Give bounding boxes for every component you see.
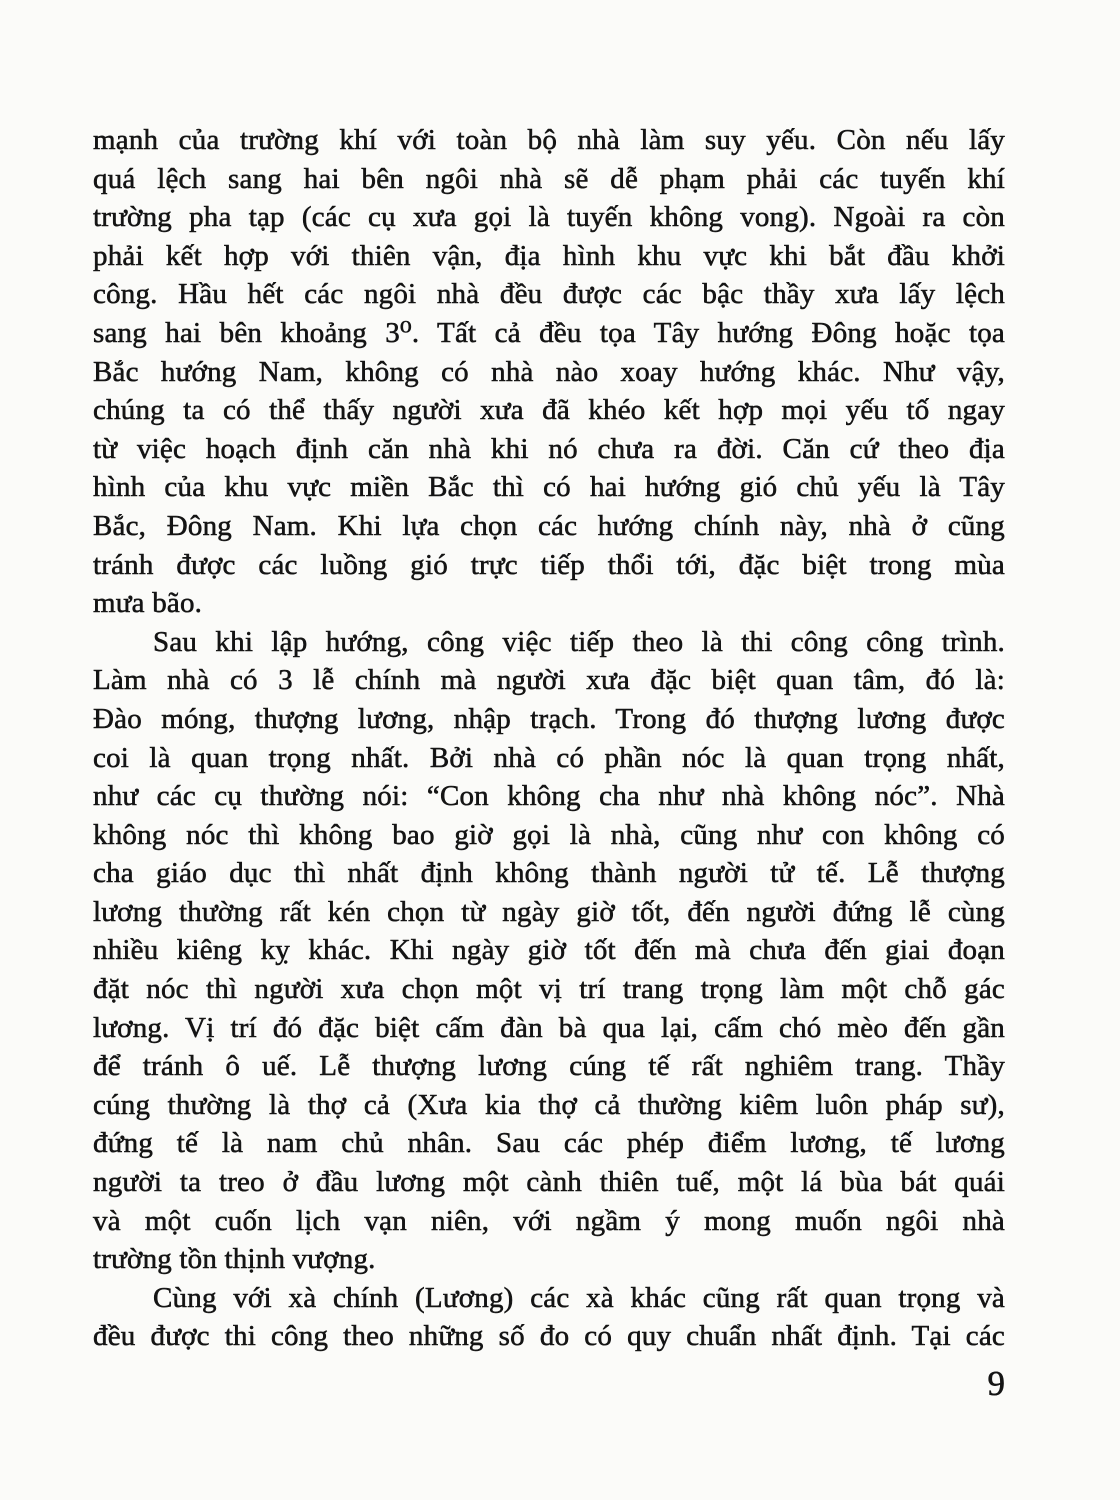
text-line: Đào móng, thượng lương, nhập trạch. Trong đó thượng lương được (93, 702, 1005, 735)
text-line: trường pha tạp (các cụ xưa gọi là tuyến không vong). Ngoài ra còn (93, 201, 1005, 234)
text-line: tránh được các luồng gió trực tiếp thổi tới, đặc biệt trong mùa (93, 548, 1005, 581)
text-line: Làm nhà có 3 lễ chính mà người xưa đặc biệt quan tâm, đó là: (93, 664, 1005, 697)
text-line: sang hai bên khoảng 3⁰. Tất cả đều tọa Tây hướng Đông hoặc tọa (93, 316, 1005, 349)
text-line: mạnh của trường khí với toàn bộ nhà làm suy yếu. Còn nếu lấy (93, 124, 1005, 156)
text-line: không nóc thì không bao giờ gọi là nhà, cũng như con không có (93, 818, 1005, 851)
text-line: như các cụ thường nói: “Con không cha như nhà không nóc”. Nhà (93, 780, 1005, 813)
text-line: nhiều kiêng kỵ khác. Khi ngày giờ tốt đến mà chưa đến giai đoạn (93, 934, 1005, 967)
text-line: Bắc, Đông Nam. Khi lựa chọn các hướng chính này, nhà ở cũng (93, 509, 1005, 542)
text-line: và một cuốn lịch vạn niên, với ngầm ý mong muốn ngôi nhà (93, 1204, 1005, 1237)
text-line: để tránh ô uế. Lễ thượng lương cúng tế rất nghiêm trang. Thầy (93, 1050, 1005, 1083)
text-line: Cùng với xà chính (Lương) các xà khác cũng rất quan trọng và (153, 1281, 1005, 1314)
text-line: hình của khu vực miền Bắc thì có hai hướng gió chủ yếu là Tây (93, 471, 1005, 504)
text-line: đứng tế là nam chủ nhân. Sau các phép điểm lương, tế lương (93, 1127, 1005, 1160)
text-line: trường tồn thịnh vượng. (93, 1243, 376, 1276)
text-line: cha giáo dục thì nhất định không thành người tử tế. Lễ thượng (93, 857, 1005, 890)
text-line: quá lệch sang hai bên ngôi nhà sẽ dễ phạm phải các tuyến khí (93, 162, 1005, 195)
text-line: coi là quan trọng nhất. Bởi nhà có phần nóc là quan trọng nhất, (93, 741, 1005, 774)
text-line: đặt nóc thì người xưa chọn một vị trí trang trọng làm một chỗ gác (93, 973, 1005, 1006)
text-line: lương. Vị trí đó đặc biệt cấm đàn bà qua lại, cấm chó mèo đến gần (93, 1011, 1005, 1044)
text-line: công. Hầu hết các ngôi nhà đều được các bậc thầy xưa lấy lệch (93, 278, 1005, 311)
text-line: phải kết hợp với thiên vận, địa hình khu vực khi bắt đầu khởi (93, 239, 1005, 272)
text-line: đều được thi công theo những số đo có quy chuẩn nhất định. Tại các (93, 1320, 1005, 1353)
text-line: người ta treo ở đầu lương một cành thiên tuế, một lá bùa bát quái (93, 1166, 1005, 1199)
text-line: lương thường rất kén chọn từ ngày giờ tốt, đến người đứng lễ cùng (93, 895, 1005, 928)
page-number: 9 (987, 1364, 1005, 1403)
text-line: mưa bão. (93, 587, 203, 620)
text-line: Bắc hướng Nam, không có nhà nào xoay hướng khác. Như vậy, (93, 355, 1005, 388)
text-line: chúng ta có thể thấy người xưa đã khéo kết hợp mọi yếu tố ngay (93, 394, 1005, 427)
text-line: từ việc hoạch định căn nhà khi nó chưa ra đời. Căn cứ theo địa (93, 432, 1005, 465)
text-line: Sau khi lập hướng, công việc tiếp theo là thi công công trình. (153, 625, 1005, 658)
page-text (93, 121, 1005, 1356)
text-line: cúng thường là thợ cả (Xưa kia thợ cả thường kiêm luôn pháp sư), (93, 1088, 1005, 1121)
